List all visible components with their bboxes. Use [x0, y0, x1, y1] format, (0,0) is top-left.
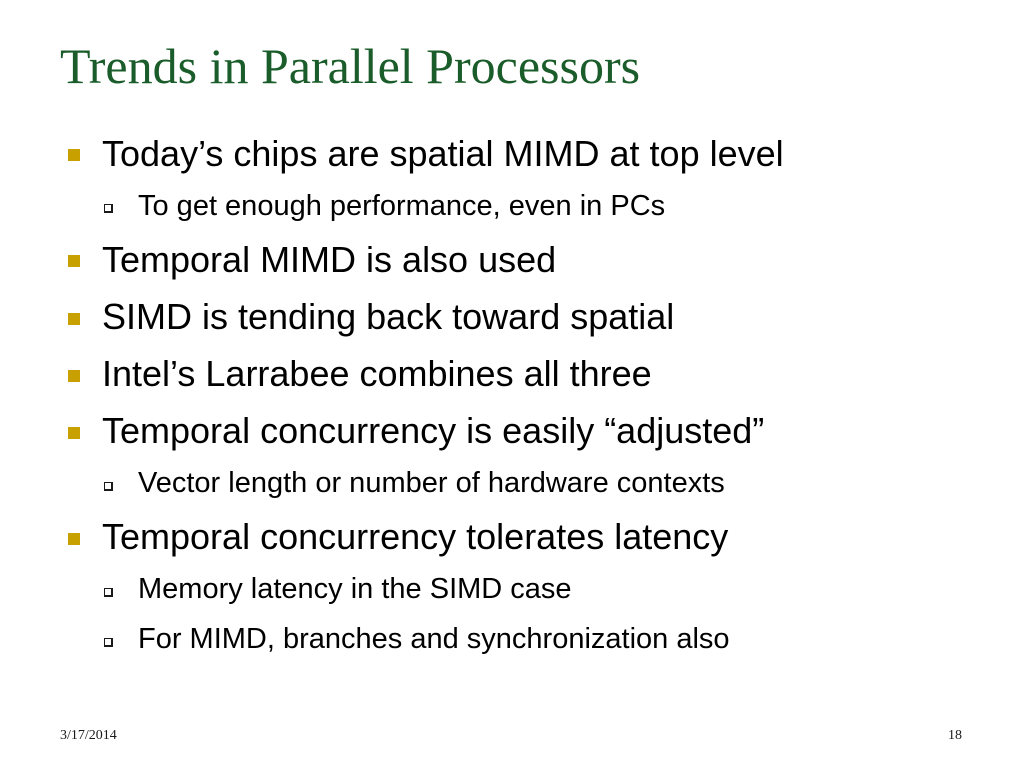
square-bullet-icon	[68, 149, 80, 161]
sub-bullet-text: Memory latency in the SIMD case	[138, 573, 572, 605]
bullet-text: Today’s chips are spatial MIMD at top level	[102, 133, 784, 174]
bullet-text: SIMD is tending back toward spatial	[102, 296, 675, 337]
hollow-square-bullet-icon	[104, 638, 113, 647]
bullet-text: Temporal MIMD is also used	[102, 239, 557, 280]
square-bullet-icon	[68, 533, 80, 545]
square-bullet-icon	[68, 427, 80, 439]
sub-bullet-text: To get enough performance, even in PCs	[138, 190, 666, 222]
square-bullet-icon	[68, 313, 80, 325]
bullet-text: Intel’s Larrabee combines all three	[102, 353, 652, 394]
square-bullet-icon	[68, 370, 80, 382]
hollow-square-bullet-icon	[104, 482, 113, 491]
bullet-text: Temporal concurrency tolerates latency	[102, 516, 729, 557]
page-number: 18	[948, 728, 962, 743]
slide-title: Trends in Parallel Processors	[60, 38, 641, 94]
hollow-square-bullet-icon	[104, 204, 113, 213]
square-bullet-icon	[68, 255, 80, 267]
sub-bullet-text: Vector length or number of hardware contexts	[138, 467, 725, 499]
hollow-square-bullet-icon	[104, 588, 113, 597]
footer-date: 3/17/2014	[60, 728, 117, 743]
bullet-text: Temporal concurrency is easily “adjusted”	[102, 410, 765, 451]
sub-bullet-text: For MIMD, branches and synchronization also	[138, 623, 730, 655]
